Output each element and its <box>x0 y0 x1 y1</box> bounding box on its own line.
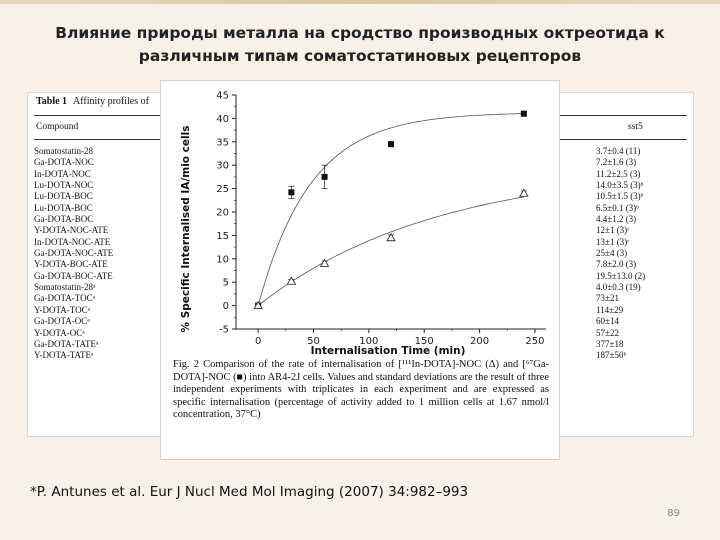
table-cell-value: 25±4 (3) <box>596 248 628 259</box>
y-tick-label: 15 <box>216 230 229 242</box>
y-tick-label: 40 <box>216 113 229 125</box>
x-tick-label: 0 <box>254 336 262 347</box>
table-title <box>36 96 149 107</box>
data-point-square <box>521 111 527 117</box>
table-cell-value: 10.5±1.5 (3)ᵇ <box>596 191 644 202</box>
table-cell-value: 12±1 (3)ᶜ <box>596 225 630 236</box>
table-cell-compound: Y-DOTA-TOCᵃ <box>34 304 91 315</box>
citation-footnote: *P. Antunes et al. Eur J Nucl Med Mol Imaging (2007) 34:982–993 <box>30 484 469 500</box>
data-point-triangle <box>520 189 528 196</box>
table-label: Table 1 <box>36 96 68 107</box>
table-cell-compound: Y-DOTA-BOC-ATE <box>34 259 108 270</box>
table-cell-value: 13±1 (3)ᶜ <box>596 236 630 247</box>
y-tick-label: 5 <box>222 277 229 289</box>
y-tick-label: 20 <box>216 207 229 219</box>
table-cell-compound: Ga-DOTA-TOCᵃ <box>34 293 96 304</box>
slide-top-border <box>0 0 720 4</box>
table-cell-compound: Y-DOTA-TATEᵃ <box>34 350 94 361</box>
table-cell-value: 60±14 <box>596 316 619 327</box>
table-cell-value: 57±22 <box>596 327 619 338</box>
slide-title-line-1: Влияние природы металла на сродство производных октреотида к <box>55 24 665 42</box>
table-cell-value: 377±18 <box>596 338 624 349</box>
x-tick-label: 150 <box>414 336 434 347</box>
x-tick-label: 50 <box>307 336 320 347</box>
table-cell-value: 6.5±0.1 (3)ᵇ <box>596 202 639 213</box>
y-tick-label: 35 <box>216 137 229 149</box>
x-tick-label: 200 <box>470 336 490 347</box>
data-point-square <box>388 141 394 147</box>
x-tick-label: 250 <box>525 336 545 347</box>
table-header-compound: Compound <box>36 122 79 132</box>
figure-panel <box>160 80 560 460</box>
compound-column <box>34 146 174 362</box>
table-header-right: sst5 <box>628 122 643 132</box>
x-tick-label: 100 <box>359 336 379 347</box>
table-cell-value: 4.4±1.2 (3) <box>596 214 637 225</box>
data-point-triangle <box>287 277 295 284</box>
table-cell-compound: Lu-DOTA-BOC <box>34 191 93 202</box>
table-cell-compound: In-DOTA-NOC-ATE <box>34 236 111 247</box>
x-axis-label: Internalisation Time (min) <box>310 345 466 357</box>
table-cell-compound: Y-DOTA-OCᵃ <box>34 327 85 338</box>
table-cell-value: 3.7±0.4 (11) <box>596 146 641 156</box>
table-cell-compound: Ga-DOTA-TATEᵃ <box>34 338 99 349</box>
table-cell-value: 187±50ᵇ <box>596 350 627 361</box>
table-cell-compound: Y-DOTA-NOC-ATE <box>34 225 109 236</box>
figure-caption-text: Fig. 2 Comparison of the rate of internalisation of [¹¹¹In-DOTA]-NOC (Δ) and [⁶⁷Ga-DOTA]-NOC (■) into AR4-2J cells. Values and standard deviations are the result of three independent experiments with triplicates in each experiment and are expressed as specific internalisation (percentage of activity added to 1 million cells at 1.67 nmol/l concentration, 37°C) <box>173 359 549 421</box>
slide-title <box>30 22 690 68</box>
y-tick-label: 45 <box>216 90 229 102</box>
table-cell-compound: Lu-DOTA-BOC <box>34 202 93 213</box>
internalisation-chart <box>161 81 559 361</box>
table-caption: Affinity profiles of <box>73 96 149 107</box>
table-cell-value: 4.0±0.3 (19) <box>596 282 641 293</box>
table-cell-compound: Ga-DOTA-NOC <box>34 157 94 168</box>
table-cell-compound: Somatostatin-28 <box>34 146 93 156</box>
table-cell-value: 7.2±1.6 (3) <box>596 157 637 168</box>
table-cell-compound: In-DOTA-NOC <box>34 168 91 179</box>
y-tick-label: 10 <box>216 254 229 266</box>
table-cell-compound: Ga-DOTA-NOC-ATE <box>34 248 114 259</box>
table-cell-compound: Lu-DOTA-NOC <box>34 180 94 191</box>
table-cell-compound: Ga-DOTA-BOC <box>34 214 94 225</box>
table-cell-compound: Somatostatin-28ᵃ <box>34 282 96 293</box>
table-cell-value: 7.8±2.0 (3) <box>596 259 637 270</box>
y-tick-label: -5 <box>219 324 229 336</box>
table-cell-value: 11.2±2.5 (3) <box>596 168 641 179</box>
y-axis-label: % Specific Internalised IA/mio cells <box>180 125 192 333</box>
table-cell-compound: Ga-DOTA-OCᵃ <box>34 316 90 327</box>
y-tick-label: 0 <box>222 301 229 313</box>
data-point-square <box>322 174 328 180</box>
data-point-square <box>288 189 294 195</box>
table-cell-value: 73±21 <box>596 293 619 304</box>
fit-curve-series-1 <box>258 197 524 306</box>
table-cell-value: 19.5±13.0 (2) <box>596 270 646 281</box>
table-cell-value: 114±29 <box>596 304 624 315</box>
table-cell-compound: Ga-DOTA-BOC-ATE <box>34 270 113 281</box>
y-tick-label: 25 <box>216 184 229 196</box>
table-cell-value: 14.0±3.5 (3)ᵇ <box>596 180 644 191</box>
slide-title-line-2: различным типам соматостатиновых рецепторов <box>138 47 582 65</box>
page-number: 89 <box>667 508 680 519</box>
figure-caption <box>173 359 549 422</box>
right-column <box>596 146 691 362</box>
y-tick-label: 30 <box>216 160 229 172</box>
